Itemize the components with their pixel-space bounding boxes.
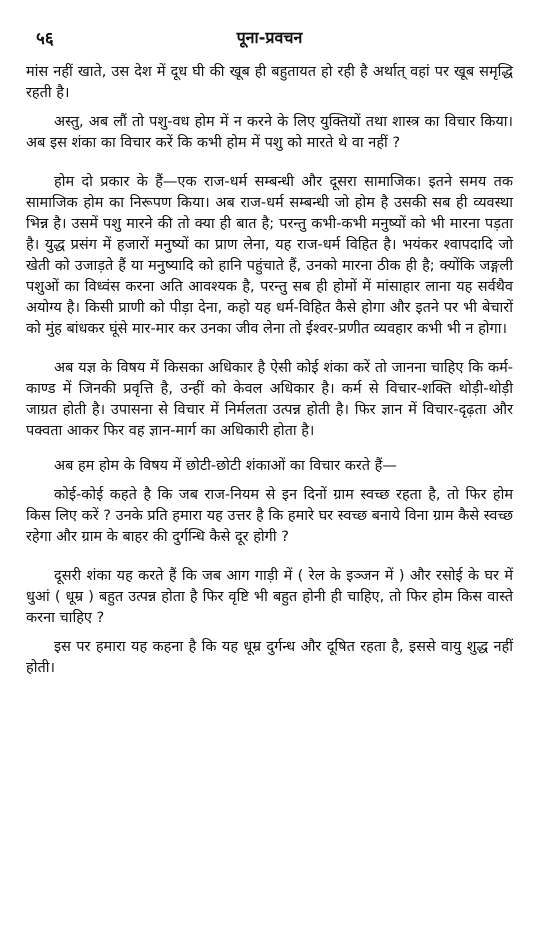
paragraph-2: अस्तु, अब लौं तो पशु-वध होम में न करने के लिए युक्तियों तथा शास्त्र का विचार किया। अब इस शंका का विचार करें कि कभी होम में पशु को मारते थे वा नहीं ?: [26, 114, 513, 151]
page-header: [26, 22, 513, 56]
paragraph-4: अब यज्ञ के विषय में किसका अधिकार है ऐसी कोई शंका करें तो जानना चाहिए कि कर्म-काण्ड में जिनकी प्रवृत्ति है, उन्हीं को केवल अधिकार है। कर्म से विचार-शक्ति थोड़ी-थोड़ी जाग्रत होती है। उपासना से विचार में निर्मलता उत्पन्न होती है। फिर ज्ञान में विचार-दृढ़ता और पक्वता आकर फिर वह ज्ञान-मार्ग का अधिकारी होता है।: [26, 360, 513, 439]
paragraph-8: इस पर हमारा यह कहना है कि यह धूम्र दुर्गन्ध और दूषित रहता है, इससे वायु शुद्ध नहीं होती।: [26, 639, 513, 676]
paragraph-3: होम दो प्रकार के हैं—एक राज-धर्म सम्बन्धी और दूसरा सामाजिक। इतने समय तक सामाजिक होम का निरूपण किया। अब राज-धर्म सम्बन्धी जो होम है उसकी सब ही व्यवस्था भिन्न है। उसमें पशु मारने की तो क्या ही बात है; परन्तु कभी-कभी मनुष्यों को भी मारना पड़ता है। युद्ध प्रसंग में हजारों मनुष्यों का प्राण लेना, यह राज-धर्म विहित है। भयंकर श्वापदादि जो खेती को उजाड़ते हैं या मनुष्यादि को हानि पहुंचाते हैं, उनको मारना ठीक ही है; क्योंकि जङ्गली पशुओं का विध्वंस करना अति आवश्यक है, परन्तु सब ही होमों में मांसाहार लाना यह सर्वथैव अयोग्य है। किसी प्राणी को पीड़ा देना, कहो यह धर्म-विहित कैसे होगा और इतने पर भी बेचारों को मुंह बांधकर घूंसे मार-मार कर उनका जीव लेना तो ईश्वर-प्रणीत व्यवहार कभी भी न होगा।: [26, 174, 513, 337]
body-text: [26, 62, 513, 679]
paragraph-7: दूसरी शंका यह करते हैं कि जब आग गाड़ी में ( रेल के इञ्जन में ) और रसोई के घर में धुआं ( धूम्र ) बहुत उत्पन्न होता है फिर वृष्टि भी बहुत होनी ही चाहिए, तो फिर होम किस वास्ते करना चाहिए ?: [26, 568, 513, 626]
running-title: पूना-प्रवचन: [236, 28, 303, 47]
page-number: ५६: [36, 29, 54, 49]
paragraph-5: अब हम होम के विषय में छोटी-छोटी शंकाओं का विचार करते हैं—: [54, 458, 397, 474]
paragraph-1: मांस नहीं खाते, उस देश में दूध घी की खूब ही बहुतायत हो रही है अर्थात् वहां पर खूब समृद्धि रहती है।: [26, 64, 513, 101]
paragraph-6: कोई-कोई कहते है कि जब राज-नियम से इन दिनों ग्राम स्वच्छ रहता है, तो फिर होम किस लिए करें ? उनके प्रति हमारा यह उत्तर है कि हमारे घर स्वच्छ बनाये विना ग्राम कैसे स्वच्छ रहेगा और ग्राम के बाहर की दुर्गन्धि कैसे दूर होगी ?: [26, 487, 513, 545]
